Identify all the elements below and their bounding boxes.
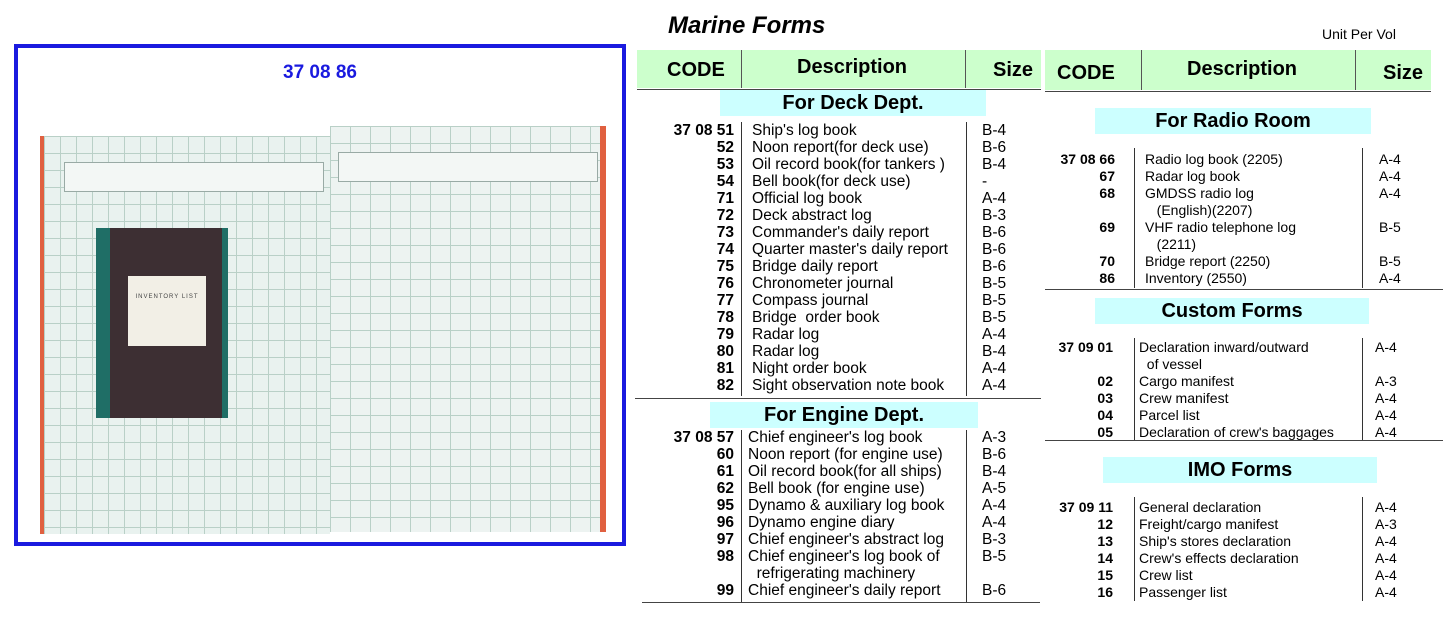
- form-description: refrigerating machinery: [748, 565, 916, 582]
- form-description: Bell book (for engine use): [748, 480, 925, 497]
- header-divider: [1141, 50, 1142, 90]
- form-code: 53: [716, 156, 734, 173]
- form-row: [1045, 202, 1445, 219]
- form-row: [640, 258, 1040, 275]
- product-photo-frame: [14, 44, 626, 546]
- form-row: [1045, 373, 1445, 390]
- form-row: [640, 343, 1040, 360]
- form-row: [1045, 567, 1445, 584]
- header-code: CODE: [667, 59, 725, 81]
- form-description: GMDSS radio log: [1145, 185, 1254, 201]
- form-code: 12: [1097, 516, 1113, 532]
- form-row: [1045, 516, 1445, 533]
- form-code: 99: [716, 582, 734, 599]
- form-description: Radio log book (2205): [1145, 151, 1283, 167]
- form-row: [640, 207, 1040, 224]
- form-size: A-4: [1375, 584, 1397, 600]
- form-size: A-4: [1379, 270, 1401, 286]
- form-code: 81: [716, 360, 734, 377]
- form-size: A-4: [1379, 185, 1401, 201]
- form-row: [1045, 390, 1445, 407]
- page-title: Marine Forms: [668, 12, 826, 39]
- form-size: A-4: [1379, 168, 1401, 184]
- form-row: [640, 377, 1040, 394]
- form-row: [1045, 185, 1445, 202]
- header-divider: [1355, 50, 1356, 90]
- form-row: [640, 463, 1040, 480]
- book-left-header-strip: [64, 162, 324, 192]
- form-size: A-4: [1375, 407, 1397, 423]
- form-row: [640, 326, 1040, 343]
- form-row: [1045, 339, 1445, 356]
- form-description: Freight/cargo manifest: [1139, 516, 1279, 532]
- form-description: Crew's effects declaration: [1139, 550, 1299, 566]
- form-row: [640, 360, 1040, 377]
- form-size: B-6: [982, 582, 1007, 599]
- form-row: [640, 446, 1040, 463]
- form-row: [640, 190, 1040, 207]
- form-code: 62: [716, 480, 734, 497]
- radio-forms-list: [1045, 151, 1445, 287]
- form-size: B-6: [982, 446, 1007, 463]
- form-description: Sight observation note book: [752, 377, 945, 394]
- form-code: 04: [1097, 407, 1113, 423]
- form-description: Chief engineer's log book of: [748, 548, 940, 565]
- form-description: Compass journal: [752, 292, 869, 309]
- form-description: Chief engineer's log book: [748, 429, 923, 446]
- book-right-page: [330, 126, 606, 532]
- form-row: [640, 514, 1040, 531]
- form-code: 86: [1099, 270, 1115, 286]
- form-code: 61: [716, 463, 734, 480]
- form-row: [1045, 584, 1445, 601]
- photo-product-code: 37 08 86: [283, 62, 357, 83]
- form-row: [640, 173, 1040, 190]
- form-row: [640, 548, 1040, 565]
- form-row: [640, 122, 1040, 139]
- form-description: Bridge daily report: [752, 258, 878, 275]
- deck-forms-list: [640, 122, 1040, 394]
- form-size: A-4: [1375, 339, 1397, 355]
- form-code: 16: [1097, 584, 1113, 600]
- form-code: 82: [716, 377, 734, 394]
- form-row: [640, 156, 1040, 173]
- form-size: B-4: [982, 156, 1007, 173]
- form-code: 05: [1097, 424, 1113, 440]
- form-row: [640, 565, 1040, 582]
- form-description: Dynamo & auxiliary log book: [748, 497, 945, 514]
- form-row: [640, 139, 1040, 156]
- form-size: A-4: [1379, 151, 1401, 167]
- form-size: A-3: [1375, 373, 1397, 389]
- form-description: Noon report(for deck use): [752, 139, 929, 156]
- form-size: A-4: [982, 514, 1007, 531]
- form-row: [1045, 407, 1445, 424]
- form-code: 37 08 66: [1060, 151, 1115, 167]
- form-description: Crew manifest: [1139, 390, 1229, 406]
- form-description: Noon report (for engine use): [748, 446, 943, 463]
- form-description: Crew list: [1139, 567, 1193, 583]
- form-size: A-4: [1375, 533, 1397, 549]
- form-description: Official log book: [752, 190, 862, 207]
- form-description: Inventory (2550): [1145, 270, 1247, 286]
- section-title-engine: For Engine Dept.: [710, 402, 978, 428]
- form-size: B-5: [982, 292, 1007, 309]
- form-size: A-4: [982, 497, 1007, 514]
- form-code: 60: [716, 446, 734, 463]
- form-size: A-4: [982, 360, 1007, 377]
- ledger-label: [128, 276, 206, 346]
- form-size: B-6: [982, 258, 1007, 275]
- form-size: B-6: [982, 224, 1007, 241]
- form-row: [1045, 533, 1445, 550]
- form-description: Cargo manifest: [1139, 373, 1234, 389]
- section-divider: [642, 602, 1040, 603]
- form-size: A-4: [1375, 424, 1397, 440]
- table-header-col1: [637, 50, 1041, 88]
- form-code: 52: [716, 139, 734, 156]
- form-code: 14: [1097, 550, 1113, 566]
- form-row: [640, 531, 1040, 548]
- form-description: Chief engineer's abstract log: [748, 531, 944, 548]
- form-description: of vessel: [1139, 356, 1203, 372]
- form-code: 77: [716, 292, 734, 309]
- form-size: B-5: [1379, 253, 1401, 269]
- form-size: B-5: [982, 309, 1007, 326]
- form-description: Parcel list: [1139, 407, 1200, 423]
- form-row: [1045, 168, 1445, 185]
- unit-note: Unit Per Vol: [1322, 26, 1396, 42]
- form-code: 75: [716, 258, 734, 275]
- form-description: Oil record book(for all ships): [748, 463, 942, 480]
- form-description: Quarter master's daily report: [752, 241, 948, 258]
- form-code: 37 08 57: [673, 429, 734, 446]
- header-size: Size: [1383, 62, 1424, 84]
- form-description: Radar log: [752, 343, 820, 360]
- form-size: -: [982, 173, 988, 190]
- form-code: 54: [716, 173, 734, 190]
- form-size: A-4: [982, 377, 1007, 394]
- form-code: 74: [716, 241, 734, 258]
- form-size: B-3: [982, 531, 1007, 548]
- form-description: Chronometer journal: [752, 275, 894, 292]
- form-code: 95: [716, 497, 734, 514]
- form-code: 98: [716, 548, 734, 565]
- form-row: [640, 292, 1040, 309]
- form-description: Declaration of crew's baggages: [1139, 424, 1334, 440]
- form-description: Night order book: [752, 360, 867, 377]
- form-row: [1045, 219, 1445, 236]
- form-row: [640, 582, 1040, 599]
- form-size: A-4: [982, 190, 1007, 207]
- form-code: 67: [1099, 168, 1115, 184]
- form-size: B-6: [982, 241, 1007, 258]
- header-code: CODE: [1057, 62, 1115, 84]
- form-description: Radar log book: [1145, 168, 1240, 184]
- form-size: B-4: [982, 122, 1007, 139]
- closed-ledger-cover: [96, 228, 228, 418]
- form-code: 97: [716, 531, 734, 548]
- form-code: 37 09 01: [1058, 339, 1113, 355]
- form-code: 03: [1097, 390, 1113, 406]
- form-size: A-4: [1375, 567, 1397, 583]
- header-underline: [1045, 91, 1431, 92]
- form-row: [640, 275, 1040, 292]
- form-row: [640, 309, 1040, 326]
- header-divider: [741, 50, 742, 88]
- form-code: 70: [1099, 253, 1115, 269]
- form-code: 72: [716, 207, 734, 224]
- form-description: Chief engineer's daily report: [748, 582, 941, 599]
- header-size: Size: [993, 59, 1034, 81]
- form-code: 73: [716, 224, 734, 241]
- form-row: [640, 480, 1040, 497]
- form-code: 79: [716, 326, 734, 343]
- section-title-custom: Custom Forms: [1095, 298, 1369, 324]
- form-code: 71: [716, 190, 734, 207]
- form-description: Bridge order book: [752, 309, 880, 326]
- form-size: B-5: [1379, 219, 1401, 235]
- form-row: [1045, 270, 1445, 287]
- form-description: Commander's daily report: [752, 224, 929, 241]
- table-header-col2: [1045, 50, 1431, 90]
- header-description: Description: [1187, 58, 1298, 80]
- form-row: [1045, 499, 1445, 516]
- form-description: Radar log: [752, 326, 820, 343]
- form-description: Ship's log book: [752, 122, 857, 139]
- form-code: 37 08 51: [673, 122, 734, 139]
- form-row: [1045, 550, 1445, 567]
- form-code: 37 09 11: [1059, 499, 1113, 515]
- form-description: Passenger list: [1139, 584, 1227, 600]
- form-description: Deck abstract log: [752, 207, 872, 224]
- form-size: A-4: [982, 326, 1007, 343]
- form-description: (English)(2207): [1145, 202, 1253, 218]
- form-size: B-6: [982, 139, 1007, 156]
- form-size: B-4: [982, 343, 1007, 360]
- form-description: Oil record book(for tankers ): [752, 156, 945, 173]
- form-code: 68: [1099, 185, 1115, 201]
- form-code: 02: [1097, 373, 1113, 389]
- form-row: [640, 241, 1040, 258]
- form-code: 78: [716, 309, 734, 326]
- engine-forms-list: [640, 429, 1040, 599]
- form-code: 69: [1099, 219, 1115, 235]
- section-title-deck: For Deck Dept.: [720, 90, 986, 116]
- imo-forms-list: [1045, 499, 1445, 601]
- form-code: 96: [716, 514, 734, 531]
- header-divider: [965, 50, 966, 88]
- form-description: (2211): [1145, 236, 1197, 252]
- form-size: B-5: [982, 275, 1007, 292]
- open-logbook-image: [34, 122, 614, 532]
- section-divider: [1045, 289, 1443, 290]
- section-title-radio: For Radio Room: [1095, 108, 1371, 134]
- form-code: 13: [1097, 533, 1113, 549]
- form-row: [1045, 236, 1445, 253]
- form-size: A-3: [1375, 516, 1397, 532]
- form-description: General declaration: [1139, 499, 1262, 515]
- form-size: B-3: [982, 207, 1007, 224]
- form-size: B-5: [982, 548, 1007, 565]
- form-row: [640, 429, 1040, 446]
- custom-forms-list: [1045, 339, 1445, 441]
- form-size: A-4: [1375, 550, 1397, 566]
- form-size: A-4: [1375, 499, 1397, 515]
- form-description: Declaration inward/outward: [1139, 339, 1309, 355]
- form-description: Ship's stores declaration: [1139, 533, 1292, 549]
- form-code: 15: [1097, 567, 1113, 583]
- form-row: [1045, 424, 1445, 441]
- form-description: Dynamo engine diary: [748, 514, 895, 531]
- form-code: 76: [716, 275, 734, 292]
- form-size: A-3: [982, 429, 1007, 446]
- ledger-title: INVENTORY LIST: [135, 294, 199, 300]
- form-size: B-4: [982, 463, 1007, 480]
- form-size: A-5: [982, 480, 1007, 497]
- book-right-header-strip: [338, 152, 598, 182]
- form-description: Bridge report (2250): [1145, 253, 1271, 269]
- form-row: [640, 224, 1040, 241]
- section-divider: [1045, 440, 1443, 441]
- section-title-imo: IMO Forms: [1103, 457, 1377, 483]
- form-row: [640, 497, 1040, 514]
- form-row: [1045, 253, 1445, 270]
- section-divider: [635, 398, 1041, 399]
- form-row: [1045, 356, 1445, 373]
- form-code: 80: [716, 343, 734, 360]
- form-row: [1045, 151, 1445, 168]
- form-size: A-4: [1375, 390, 1397, 406]
- form-description: Bell book(for deck use): [752, 173, 911, 190]
- form-description: VHF radio telephone log: [1145, 219, 1296, 235]
- header-description: Description: [797, 56, 908, 78]
